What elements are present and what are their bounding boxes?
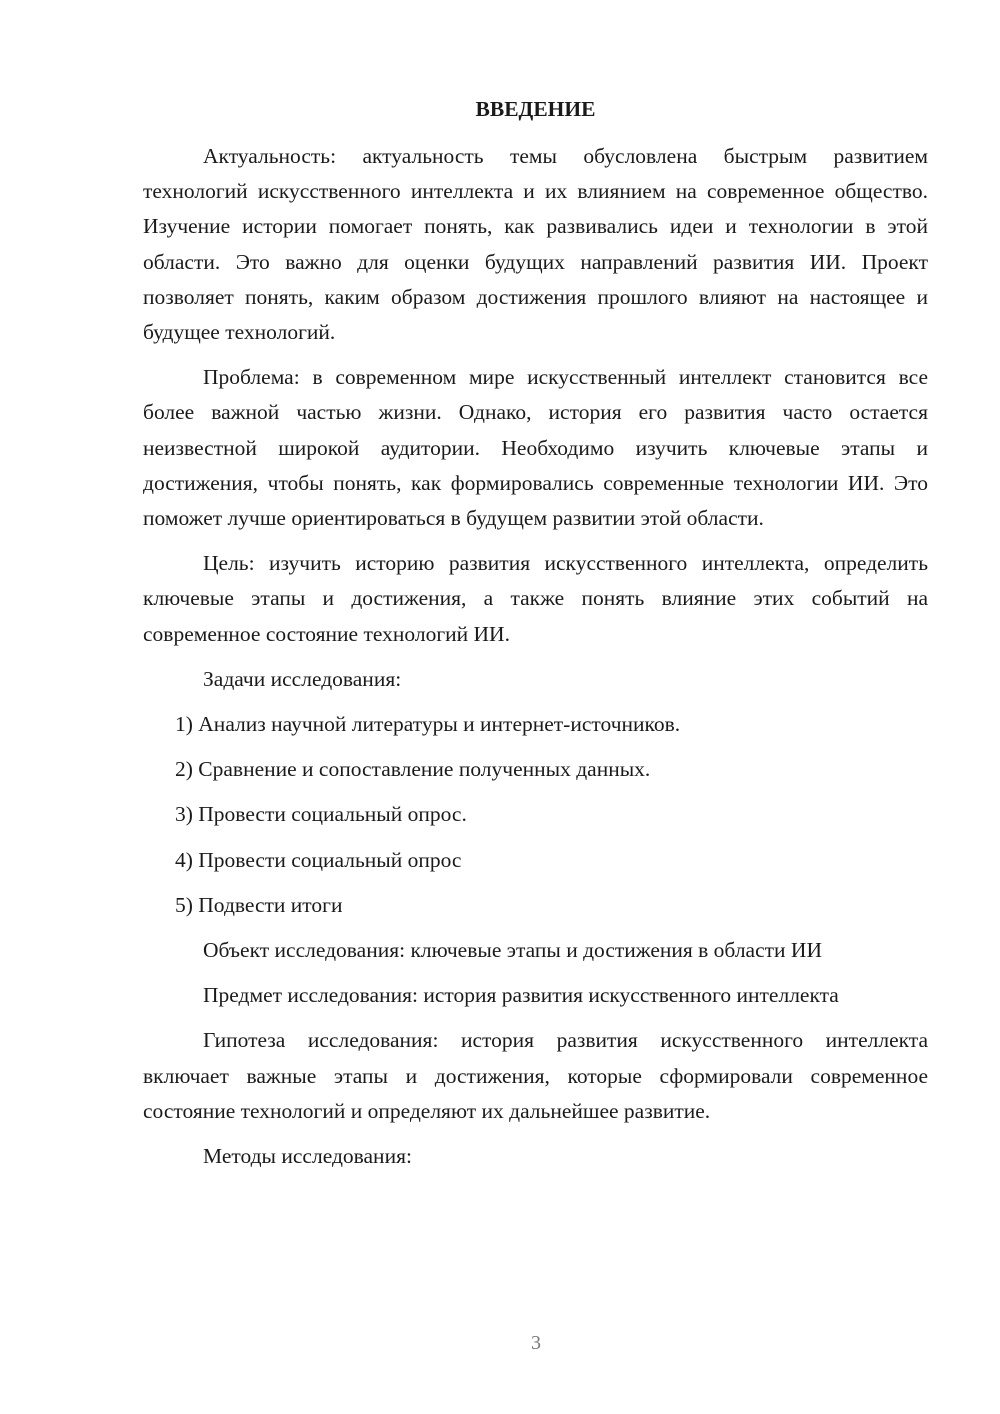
task-item-1: 1) Анализ научной литературы и интернет-источников. <box>175 712 681 737</box>
page-heading: ВВЕДЕНИЕ <box>475 97 596 121</box>
methods-title: Методы исследования: <box>203 1144 412 1169</box>
task-item-4: 4) Провести социальный опрос <box>175 847 462 872</box>
paragraph-object: Объект исследования: ключевые этапы и достижения в области ИИ <box>203 938 822 963</box>
page-content <box>143 92 928 1184</box>
task-item-3: 3) Провести социальный опрос. <box>175 802 467 827</box>
paragraph-hypothesis: Гипотеза исследования: история развития искусственного интеллекта включает важные этапы и достижения, которые сформировали современное состояние технологий и определяют их дальнейшее развитие. <box>143 1028 928 1123</box>
paragraph-relevance: Актуальность: актуальность темы обусловлена быстрым развитием технологий искусственного интеллекта и их влиянием на современное общество. Изучение истории помогает понять, как развивались идеи и технологии в этой области. Это важно для оценки будущих направлений развития ИИ. Проект позволяет понять, каким образом достижения прошлого влияют на настоящее и будущее технологий. <box>143 144 928 345</box>
paragraph-subject: Предмет исследования: история развития искусственного интеллекта <box>203 983 839 1008</box>
tasks-title: Задачи исследования: <box>203 666 402 691</box>
task-item-2: 2) Сравнение и сопоставление полученных данных. <box>175 757 651 782</box>
task-item-5: 5) Подвести итоги <box>175 892 343 917</box>
paragraph-goal: Цель: изучить историю развития искусственного интеллекта, определить ключевые этапы и достижения, а также понять влияние этих событий на современное состояние технологий ИИ. <box>143 551 928 646</box>
paragraph-problem: Проблема: в современном мире искусственный интеллект становится все более важной частью жизни. Однако, история его развития часто остается неизвестной широкой аудитории. Необходимо изучить ключевые этапы и достижения, чтобы понять, как формировались современные технологии ИИ. Это поможет лучше ориентироваться в будущем развитии этой области. <box>143 365 928 531</box>
page-number: 3 <box>531 1332 541 1354</box>
